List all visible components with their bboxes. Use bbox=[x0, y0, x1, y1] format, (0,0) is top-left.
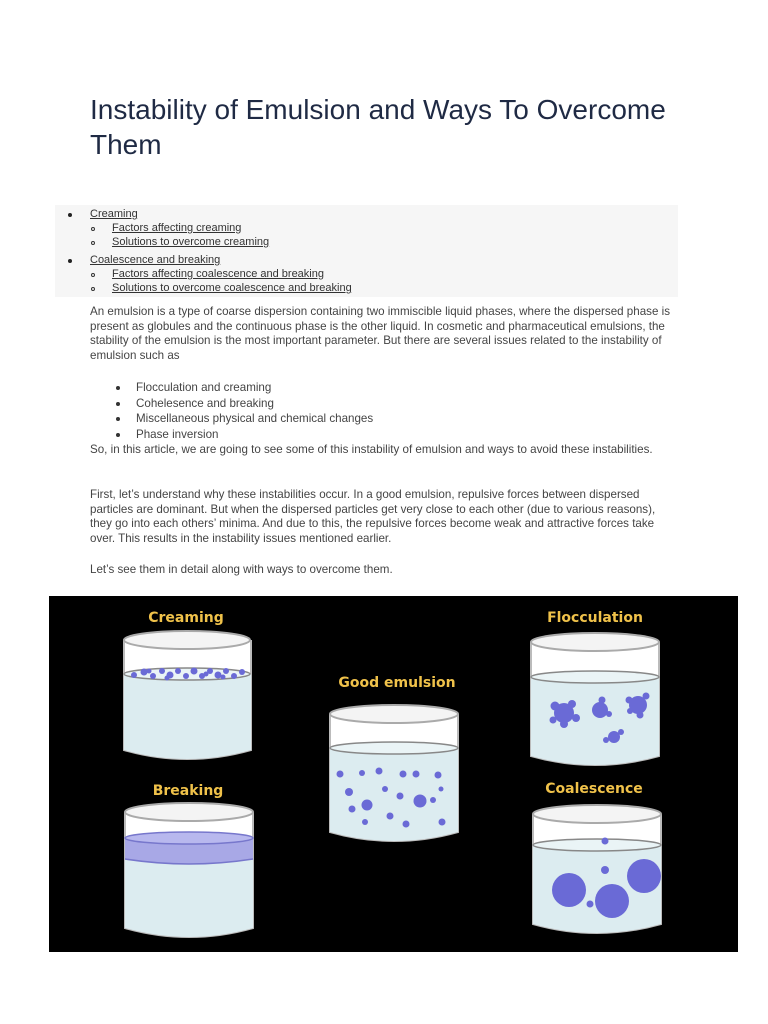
beaker-good-emulsion bbox=[330, 705, 458, 841]
label-breaking: Breaking bbox=[152, 783, 224, 799]
emulsion-instability-figure bbox=[49, 596, 738, 952]
list-bullet bbox=[116, 402, 120, 406]
page-title: Instability of Emulsion and Ways To Overcome Them bbox=[90, 94, 666, 160]
beaker-coalescence bbox=[533, 805, 661, 933]
list-bullet bbox=[116, 417, 120, 421]
lead-in-paragraph: Let’s see them in detail along with ways to overcome them. bbox=[90, 563, 393, 576]
beaker-creaming bbox=[124, 631, 251, 759]
list-item: Miscellaneous physical and chemical changes bbox=[136, 412, 374, 425]
toc-link-factors-coalescence[interactable]: Factors affecting coalescence and breaking bbox=[112, 268, 324, 280]
toc-link-factors-creaming[interactable]: Factors affecting creaming bbox=[112, 222, 242, 234]
beaker-breaking bbox=[125, 803, 253, 937]
toc-link-solutions-creaming[interactable]: Solutions to overcome creaming bbox=[112, 236, 270, 248]
list-bullet bbox=[116, 433, 120, 437]
label-flocculation: Flocculation bbox=[547, 610, 643, 626]
list-item: Phase inversion bbox=[136, 428, 219, 441]
label-creaming: Creaming bbox=[148, 610, 224, 626]
toc-link-creaming[interactable]: Creaming bbox=[90, 208, 138, 220]
toc-link-coalescence[interactable]: Coalescence and breaking bbox=[90, 254, 221, 266]
toc-bullet bbox=[68, 213, 72, 217]
toc-subbullet bbox=[91, 287, 95, 291]
toc-link-solutions-coalescence[interactable]: Solutions to overcome coalescence and breaking bbox=[112, 282, 352, 294]
beaker-flocculation bbox=[531, 633, 659, 765]
article-intro-paragraph: So, in this article, we are going to see some of this instability of emulsion and ways to avoid these instabilities. bbox=[90, 443, 653, 456]
list-bullet bbox=[116, 386, 120, 390]
label-good-emulsion: Good emulsion bbox=[338, 675, 456, 691]
toc-subbullet bbox=[91, 241, 95, 245]
toc-bullet bbox=[68, 259, 72, 263]
explanation-paragraph: First, let’s understand why these instabilities occur. In a good emulsion, repulsive forces between dispersed particles are dominant. But when the dispersed particles get very close to each other (due to various reasons), they go into each others’ minima. And due to this, the repulsive forces become weak and attractive forces take over. This results in the instability issues mentioned earlier. bbox=[90, 488, 656, 545]
intro-paragraph: An emulsion is a type of coarse dispersion containing two immiscible liquid phases, where the dispersed phase is present as globules and the continuous phase is the other liquid. In cosmetic and pharmaceutical emulsions, the stability of the emulsion is the most important parameter. But there are several issues related to the instability of emulsion such as bbox=[90, 305, 670, 362]
toc-subbullet bbox=[91, 227, 95, 231]
list-item: Flocculation and creaming bbox=[136, 381, 272, 394]
list-item: Cohelesence and breaking bbox=[136, 397, 274, 410]
label-coalescence: Coalescence bbox=[545, 781, 643, 797]
toc-subbullet bbox=[91, 273, 95, 277]
